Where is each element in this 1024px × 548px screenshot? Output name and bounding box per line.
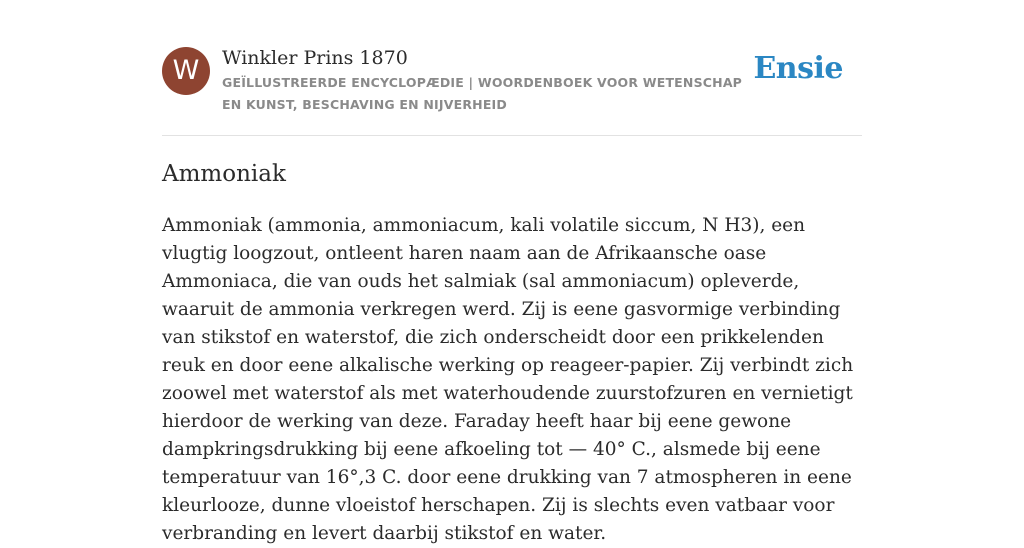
source-subtitle: GEÏLLUSTREERDE ENCYCLOPÆDIE | WOORDENBOEK VOOR WETENSCHAP EN KUNST, BESCHAVING EN NIJVERHEID [222,75,743,112]
source-title[interactable]: Winkler Prins 1870 [222,47,408,69]
source-header [162,0,862,136]
source-avatar[interactable]: W [162,47,210,95]
ensie-logo[interactable]: Ensie [753,51,843,86]
article-body: Ammoniak (ammonia, ammoniacum, kali volatile siccum, N H3), een vlugtig loogzout, ontleent haren naam aan de Afrikaansche oase Ammoniaca, die van ouds het salmiak (sal ammoniacum) opleverde, waaruit de ammonia verkregen werd. Zij is eene gasvormige verbinding van stikstof en waterstof, die zich onderscheidt door een prikkelenden reuk en door eene alkalische werking op reageer-papier. Zij verbindt zich zoowel met waterstof als met waterhoudende zuurstofzuren en vernietigt hierdoor de werking van deze. Faraday heeft haar bij eene gewone dampkringsdrukking bij eene afkoeling tot — 40° C., alsmede bij eene temperatuur van 16°,3 C. door eene drukking van 7 atmospheren in eene kleurlooze, dunne vloeistof herschapen. Zij is slechts even vatbaar voor verbranding en levert daarbij stikstof en water. [162,215,854,544]
page-container [162,0,862,544]
article-title: Ammoniak [162,161,286,187]
